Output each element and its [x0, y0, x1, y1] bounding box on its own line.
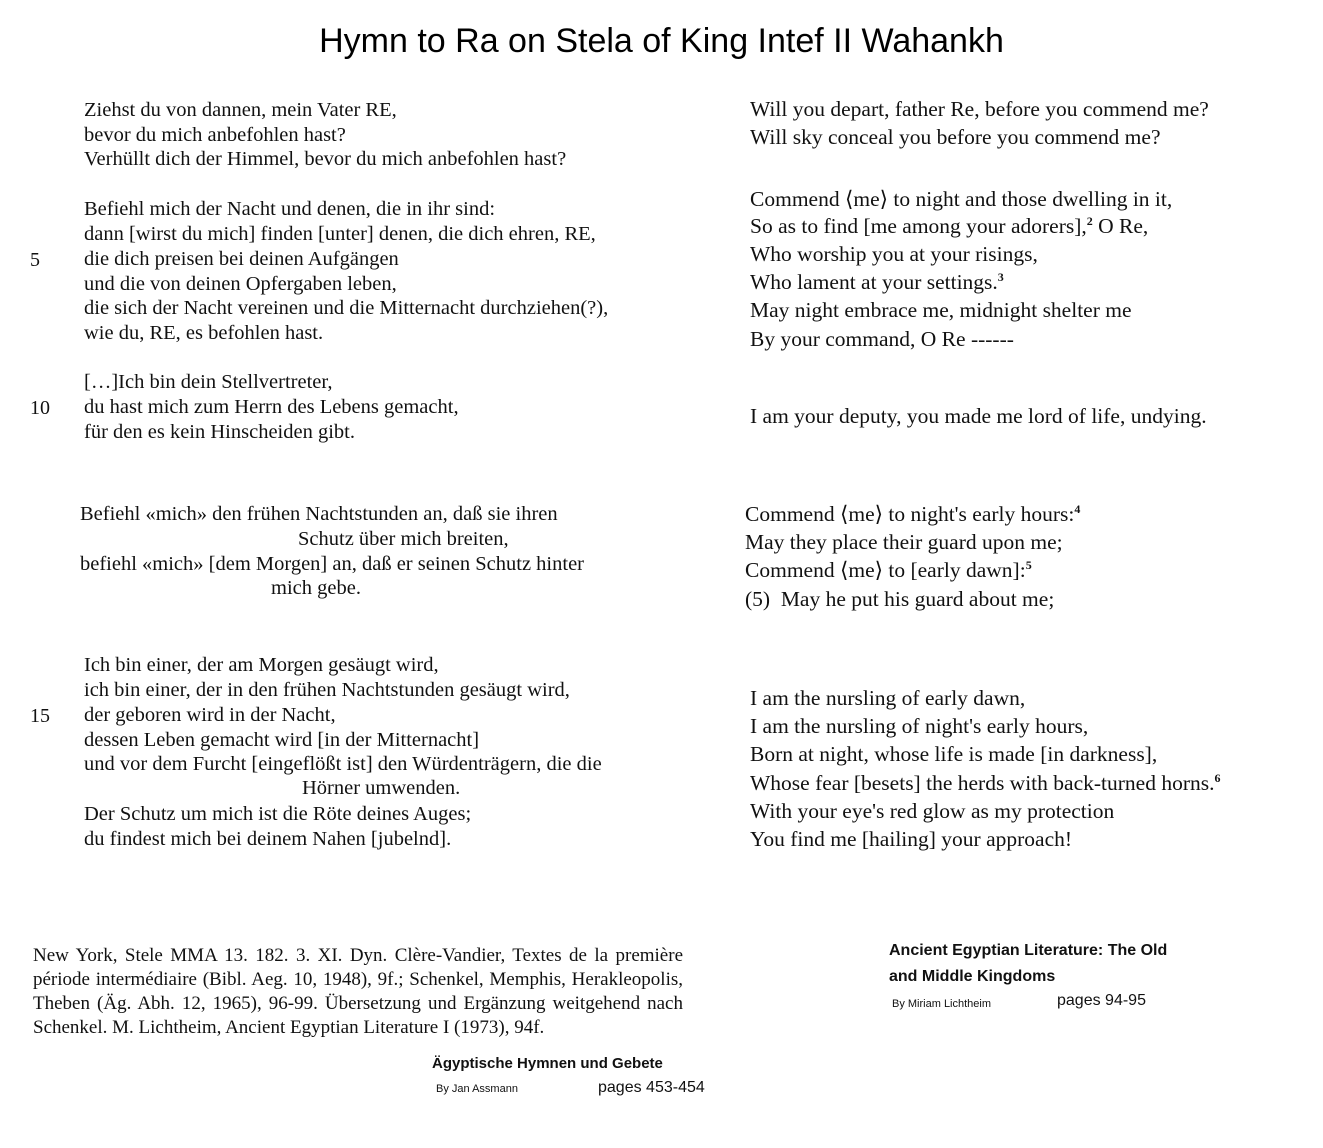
- footnote-mark: 5: [1025, 558, 1032, 572]
- en-line: With your eye's red glow as my protection: [750, 799, 1115, 823]
- en-line: By your command, O Re ------: [750, 327, 1014, 351]
- de-line: und vor dem Furcht [eingeflößt ist] den Würdenträgern, die die: [84, 753, 602, 775]
- author-de: By Jan Assmann: [436, 1083, 518, 1095]
- de-line: für den es kein Hinscheiden gibt.: [84, 421, 355, 443]
- de-line: du findest mich bei deinem Nahen [jubelnd].: [84, 828, 452, 850]
- de-line: bevor du mich anbefohlen hast?: [84, 124, 346, 146]
- de-line: Schutz über mich breiten,: [298, 528, 509, 550]
- en-line-text: O Re,: [1098, 214, 1149, 239]
- book-title-en-line2: and Middle Kingdoms: [889, 968, 1056, 985]
- de-line: Ich bin einer, der am Morgen gesäugt wird,: [84, 654, 439, 676]
- de-line: […]Ich bin dein Stellvertreter,: [84, 371, 333, 393]
- de-line: mich gebe.: [271, 577, 361, 599]
- de-line: dessen Leben gemacht wird [in der Mitternacht]: [84, 729, 480, 751]
- en-line: Born at night, whose life is made [in darkness],: [750, 742, 1158, 766]
- en-line: Will sky conceal you before you commend me?: [750, 125, 1161, 149]
- footnote-mark: 2: [1086, 214, 1093, 228]
- de-line: Hörner umwenden.: [302, 777, 461, 799]
- en-line: Who worship you at your risings,: [750, 242, 1038, 266]
- en-line: May they place their guard upon me;: [745, 530, 1063, 554]
- de-line: Befiehl mich der Nacht und denen, die in ihr sind:: [84, 198, 496, 220]
- en-line-text: Who lament at your settings.: [750, 270, 998, 295]
- en-line-text: So as to find [me among your adorers],: [750, 214, 1087, 239]
- en-line: [750, 771, 1220, 796]
- author-en: By Miriam Lichtheim: [892, 998, 992, 1010]
- de-line: der geboren wird in der Nacht,: [84, 704, 336, 726]
- de-line: die dich preisen bei deinen Aufgängen: [84, 248, 399, 270]
- book-title-en-line1: Ancient Egyptian Literature: The Old: [889, 942, 1168, 959]
- en-line: [750, 270, 1004, 295]
- line-number: 5: [30, 249, 40, 271]
- pages-en: pages 94-95: [1057, 992, 1146, 1009]
- en-line: [745, 558, 1032, 583]
- en-line: Will you depart, father Re, before you commend me?: [750, 97, 1209, 121]
- line-number: 10: [30, 397, 50, 419]
- en-line: (5) May he put his guard about me;: [745, 587, 1055, 611]
- source-citation-de: New York, Stele MMA 13. 182. 3. XI. Dyn. Clère-Vandier, Textes de la première période intermédiaire (Bibl. Aeg. 10, 1948), 9f.; Schenkel, Memphis, Herakleopolis, Theben (Äg. Abh. 12, 1965), 96-99. Übersetzung und Ergänzung weitgehend nach Schenkel. M. Lichtheim, Ancient Egyptian Literature I (1973), 94f.: [33, 945, 683, 1038]
- page-title: Hymn to Ra on Stela of King Intef II Wahankh: [319, 22, 1004, 60]
- de-line: ich bin einer, der in den frühen Nachtstunden gesäugt wird,: [84, 679, 570, 701]
- footnote-mark: 3: [997, 270, 1004, 284]
- book-title-de: Ägyptische Hymnen und Gebete: [432, 1055, 663, 1072]
- en-line: I am the nursling of early dawn,: [750, 686, 1026, 710]
- de-line: Ziehst du von dannen, mein Vater RE,: [84, 99, 397, 121]
- en-line-text: Commend ⟨me⟩ to [early dawn]:: [745, 558, 1026, 583]
- de-line: Befiehl «mich» den frühen Nachtstunden an, daß sie ihren: [80, 503, 558, 525]
- pages-de: pages 453-454: [598, 1079, 705, 1096]
- footnote-mark: 6: [1214, 771, 1221, 785]
- de-line: dann [wirst du mich] finden [unter] denen, die dich ehren, RE,: [84, 223, 596, 245]
- footnote-mark: 4: [1074, 502, 1081, 516]
- en-line-text: Whose fear [besets] the herds with back-turned horns.: [750, 771, 1215, 796]
- de-line: Verhüllt dich der Himmel, bevor du mich anbefohlen hast?: [84, 148, 567, 170]
- de-line: Der Schutz um mich ist die Röte deines Auges;: [84, 803, 472, 825]
- en-line: I am the nursling of night's early hours,: [750, 714, 1089, 738]
- en-line: You find me [hailing] your approach!: [750, 827, 1073, 851]
- de-line: du hast mich zum Herrn des Lebens gemacht,: [84, 396, 459, 418]
- de-line: die sich der Nacht vereinen und die Mitternacht durchziehen(?),: [84, 297, 609, 319]
- de-line: befiehl «mich» [dem Morgen] an, daß er seinen Schutz hinter: [80, 553, 584, 575]
- en-line-text: Commend ⟨me⟩ to night's early hours:: [745, 502, 1075, 527]
- de-line: wie du, RE, es befohlen hast.: [84, 322, 324, 344]
- en-line: [745, 502, 1080, 527]
- en-line: [750, 214, 1148, 239]
- de-line: und die von deinen Opfergaben leben,: [84, 273, 397, 295]
- en-line: I am your deputy, you made me lord of life, undying.: [750, 404, 1207, 428]
- en-line: May night embrace me, midnight shelter me: [750, 298, 1132, 322]
- line-number: 15: [30, 705, 50, 727]
- en-line: Commend ⟨me⟩ to night and those dwelling in it,: [750, 187, 1173, 211]
